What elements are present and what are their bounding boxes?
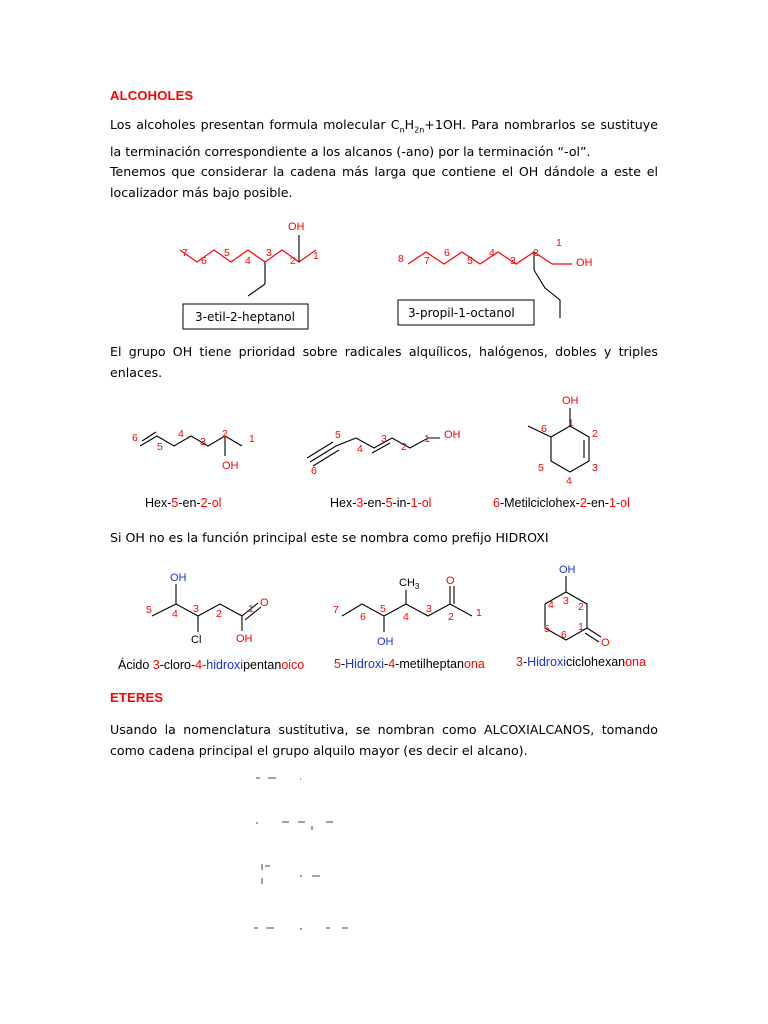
structure-acido-3-cloro-4-hidroxipentanoico (118, 572, 304, 672)
locant: 1 (313, 250, 319, 262)
locant: 5 (335, 429, 341, 441)
locant: 6 (444, 247, 450, 259)
locant: 6 (311, 465, 317, 477)
locant: 2 (592, 428, 598, 440)
label-3-etil-2-heptanol: 3-etil-2-heptanol (195, 310, 295, 324)
locant: 3 (510, 255, 516, 267)
atom-oh: OH (288, 221, 305, 233)
locant: 6 (132, 432, 138, 444)
paragraph-hidroxi: Si OH no es la función principal este se nombra como prefijo HIDROXI (110, 530, 549, 545)
atom-ch3: $CH_3$ (399, 577, 420, 591)
locant: 2 (533, 247, 539, 259)
locant: 3 (381, 433, 387, 445)
name-hex-5-en-2-ol: Hex-5-en-2-ol (145, 496, 222, 510)
atom-oh: OH (444, 429, 461, 441)
paragraph-alcoxialcanos: Usando la nomenclatura sustitutiva, se nombran como ALCOXIALCANOS, tomando como cadena principal el grupo alquilo mayor (es decir el alcano). (110, 722, 658, 758)
locant: 3 (200, 436, 206, 448)
structure-3-propil-1-octanol (398, 237, 593, 325)
locant: 3 (426, 603, 432, 615)
name-hex-3-en-5-in-1-ol: Hex-3-en-5-in-1-ol (330, 496, 432, 510)
atom-oh: OH (222, 460, 239, 472)
locant: 6 (201, 255, 207, 267)
locant: 5 (380, 603, 386, 615)
locant: 4 (245, 255, 251, 267)
atom-oh: OH (377, 636, 394, 648)
locant: 4 (489, 247, 495, 259)
label-3-propil-1-octanol: 3-propil-1-octanol (408, 306, 515, 320)
locant: 1 (476, 607, 482, 619)
atom-oh: OH (170, 572, 187, 584)
locant: 4 (403, 611, 409, 623)
atom-o: O (446, 575, 455, 587)
locant: 6 (541, 423, 547, 435)
paragraph-prioridad: El grupo OH tiene prioridad sobre radicales alquílicos, halógenos, dobles y triples enlaces. (110, 344, 658, 380)
locant: 1 (578, 621, 584, 633)
locant: 5 (467, 255, 473, 267)
locant: 1 (248, 603, 254, 615)
locant: 7 (424, 255, 430, 267)
locant: 2 (290, 255, 296, 267)
heading-alcoholes: ALCOHOLES (110, 88, 194, 103)
locant: 3 (266, 247, 272, 259)
locant: 2 (216, 608, 222, 620)
text-fragment: +1OH. Para nombrarlos se sustituye la terminación correspondiente a los alcanos (-ano) por la terminación “-ol”. (110, 117, 658, 159)
locant: 1 (249, 433, 255, 445)
locant: 8 (398, 253, 404, 265)
atom-cl: Cl (191, 634, 202, 646)
subscript-2n: 2n (414, 125, 425, 135)
structure-3-hidroxiciclohexanona (516, 564, 646, 669)
locant: 4 (178, 428, 184, 440)
locant: 2 (401, 441, 407, 453)
locant: 5 (146, 604, 152, 616)
structure-5-hidroxi-4-metilheptanona (333, 575, 485, 671)
heading-eteres: ETERES (110, 690, 164, 705)
locant: 4 (548, 599, 554, 611)
text-fragment: Los alcoholes presentan formula molecular C (110, 117, 400, 132)
locant: 4 (357, 443, 363, 455)
locant: 5 (544, 623, 550, 635)
locant: 2 (578, 601, 584, 613)
text-fragment: H (404, 117, 415, 132)
locant: 3 (193, 603, 199, 615)
locant: 4 (172, 608, 178, 620)
locant: 3 (592, 462, 598, 474)
atom-o: O (260, 597, 269, 609)
locant: 5 (224, 247, 230, 259)
atom-oh: OH (559, 564, 576, 576)
name-3-hidroxiciclohexanona: 3-Hidroxiciclohexanona (516, 655, 646, 669)
locant: 4 (566, 475, 572, 487)
structure-hex-3-en-5-in-1-ol (307, 429, 461, 510)
structure-6-metilciclohex-2-en-1-ol (493, 395, 630, 510)
locant: 3 (563, 595, 569, 607)
ether-structure-fragments (254, 778, 348, 929)
subscript-n: n (399, 125, 405, 135)
name-6-metilciclohex-2-en-1-ol: 6-Metilciclohex-2-en-1-ol (493, 496, 630, 510)
locant: 1 (424, 433, 430, 445)
locant: 6 (561, 629, 567, 641)
locant: 1 (556, 237, 562, 249)
name-5-hidroxi-4-metilheptanona: 5-Hidroxi-4-metilheptanona (334, 657, 485, 671)
locant: 6 (360, 611, 366, 623)
structure-hex-5-en-2-ol (132, 428, 255, 510)
locant: 5 (157, 441, 163, 453)
paragraph-cadena: Tenemos que considerar la cadena más larga que contiene el OH dándole a este el localizador más bajo posible. (110, 164, 658, 200)
locant: 5 (538, 462, 544, 474)
atom-oh: OH (576, 257, 593, 269)
locant: 7 (333, 604, 339, 616)
atom-oh: OH (562, 395, 579, 407)
name-acido-3-cloro-4-hidroxipentanoico: Ácido 3-cloro-4-hidroxipentanoico (118, 658, 305, 672)
locant: 2 (222, 428, 228, 440)
structure-3-etil-2-heptanol (180, 221, 319, 329)
locant: 2 (448, 611, 454, 623)
atom-o: O (601, 637, 610, 649)
atom-oh-acid: OH (236, 633, 253, 645)
locant: 7 (182, 247, 188, 259)
locant: 1 (568, 417, 574, 429)
